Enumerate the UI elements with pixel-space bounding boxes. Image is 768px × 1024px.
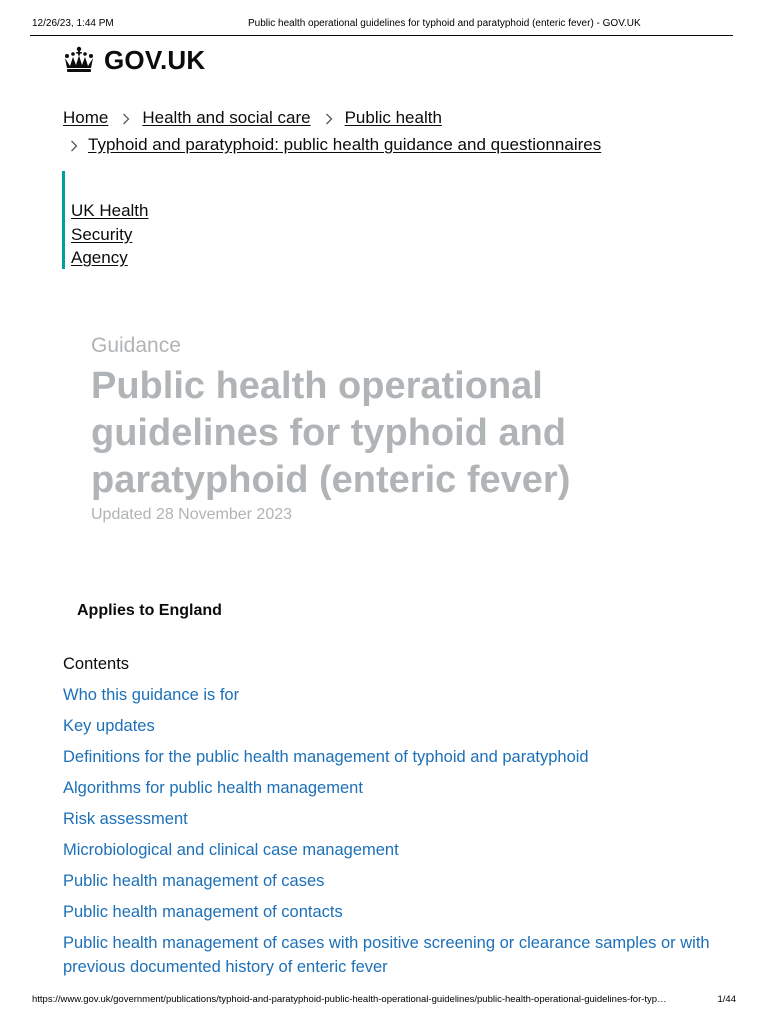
contents-link-positive-screening[interactable]: Public health management of cases with positive screening or clearance samples or with previous documented history of enteric fever <box>63 934 710 976</box>
list-item <box>63 807 723 831</box>
organisation-link-line-1[interactable]: UK Health <box>71 201 149 220</box>
breadcrumb-row-1 <box>63 106 703 130</box>
page-title: Public health operational guidelines for typhoid and paratyphoid (enteric fever) <box>91 365 571 501</box>
govuk-logotype: GOV.UK <box>104 45 206 75</box>
list-item <box>63 776 723 800</box>
breadcrumb-public-health[interactable]: Public health <box>344 108 442 127</box>
breadcrumb-home[interactable]: Home <box>63 108 109 127</box>
contents-link-definitions[interactable]: Definitions for the public health management of typhoid and paratyphoid <box>63 748 589 766</box>
chevron-right-icon <box>122 113 130 125</box>
print-datetime: 12/26/23, 1:44 PM <box>32 18 114 29</box>
print-url: https://www.gov.uk/government/publications/typhoid-and-paratyphoid-public-health-operational-guidelines/public-health-operational-guidelines-for-typ… <box>32 994 667 1005</box>
contents-heading: Contents <box>63 655 130 673</box>
breadcrumb-row-2 <box>63 133 703 157</box>
chevron-right-icon <box>325 113 333 125</box>
header-divider <box>30 35 733 36</box>
updated-date: Updated 28 November 2023 <box>91 506 293 523</box>
organisation-link-line-2[interactable]: Security <box>71 224 133 244</box>
contents-link-key-updates[interactable]: Key updates <box>63 717 155 735</box>
crown-icon <box>62 46 96 74</box>
list-item <box>63 838 723 862</box>
list-item <box>63 900 723 924</box>
print-page-title: Public health operational guidelines for typhoid and paratyphoid (enteric fever) - GOV.UK <box>248 18 641 29</box>
contents-link-algorithms[interactable]: Algorithms for public health management <box>63 779 363 797</box>
page-title-area <box>91 333 731 526</box>
list-item <box>63 931 723 979</box>
contents-nav <box>63 652 723 986</box>
breadcrumb <box>63 106 703 157</box>
list-item <box>63 869 723 893</box>
list-item <box>63 714 723 738</box>
contents-link-risk-assessment[interactable]: Risk assessment <box>63 810 188 828</box>
breadcrumb-health-social-care[interactable]: Health and social care <box>142 108 311 127</box>
organisation-link-line-3[interactable]: Agency <box>71 248 128 267</box>
page-number: 1/44 <box>717 994 736 1005</box>
govuk-logo-link[interactable] <box>62 44 205 76</box>
list-item <box>63 745 723 769</box>
contents-link-who-this-guidance-is-for[interactable]: Who this guidance is for <box>63 686 240 704</box>
list-item <box>63 683 723 707</box>
document-type: Guidance <box>91 334 181 357</box>
contents-list <box>63 683 723 979</box>
contents-link-microbiological-clinical[interactable]: Microbiological and clinical case management <box>63 841 399 859</box>
chevron-right-icon <box>70 140 78 152</box>
breadcrumb-typhoid-guidance[interactable]: Typhoid and paratyphoid: public health guidance and questionnaires <box>88 135 602 154</box>
contents-link-management-of-contacts[interactable]: Public health management of contacts <box>63 903 343 921</box>
contents-link-management-of-cases[interactable]: Public health management of cases <box>63 872 325 890</box>
applies-to: Applies to England <box>77 602 222 619</box>
organisation-logo <box>62 171 148 269</box>
